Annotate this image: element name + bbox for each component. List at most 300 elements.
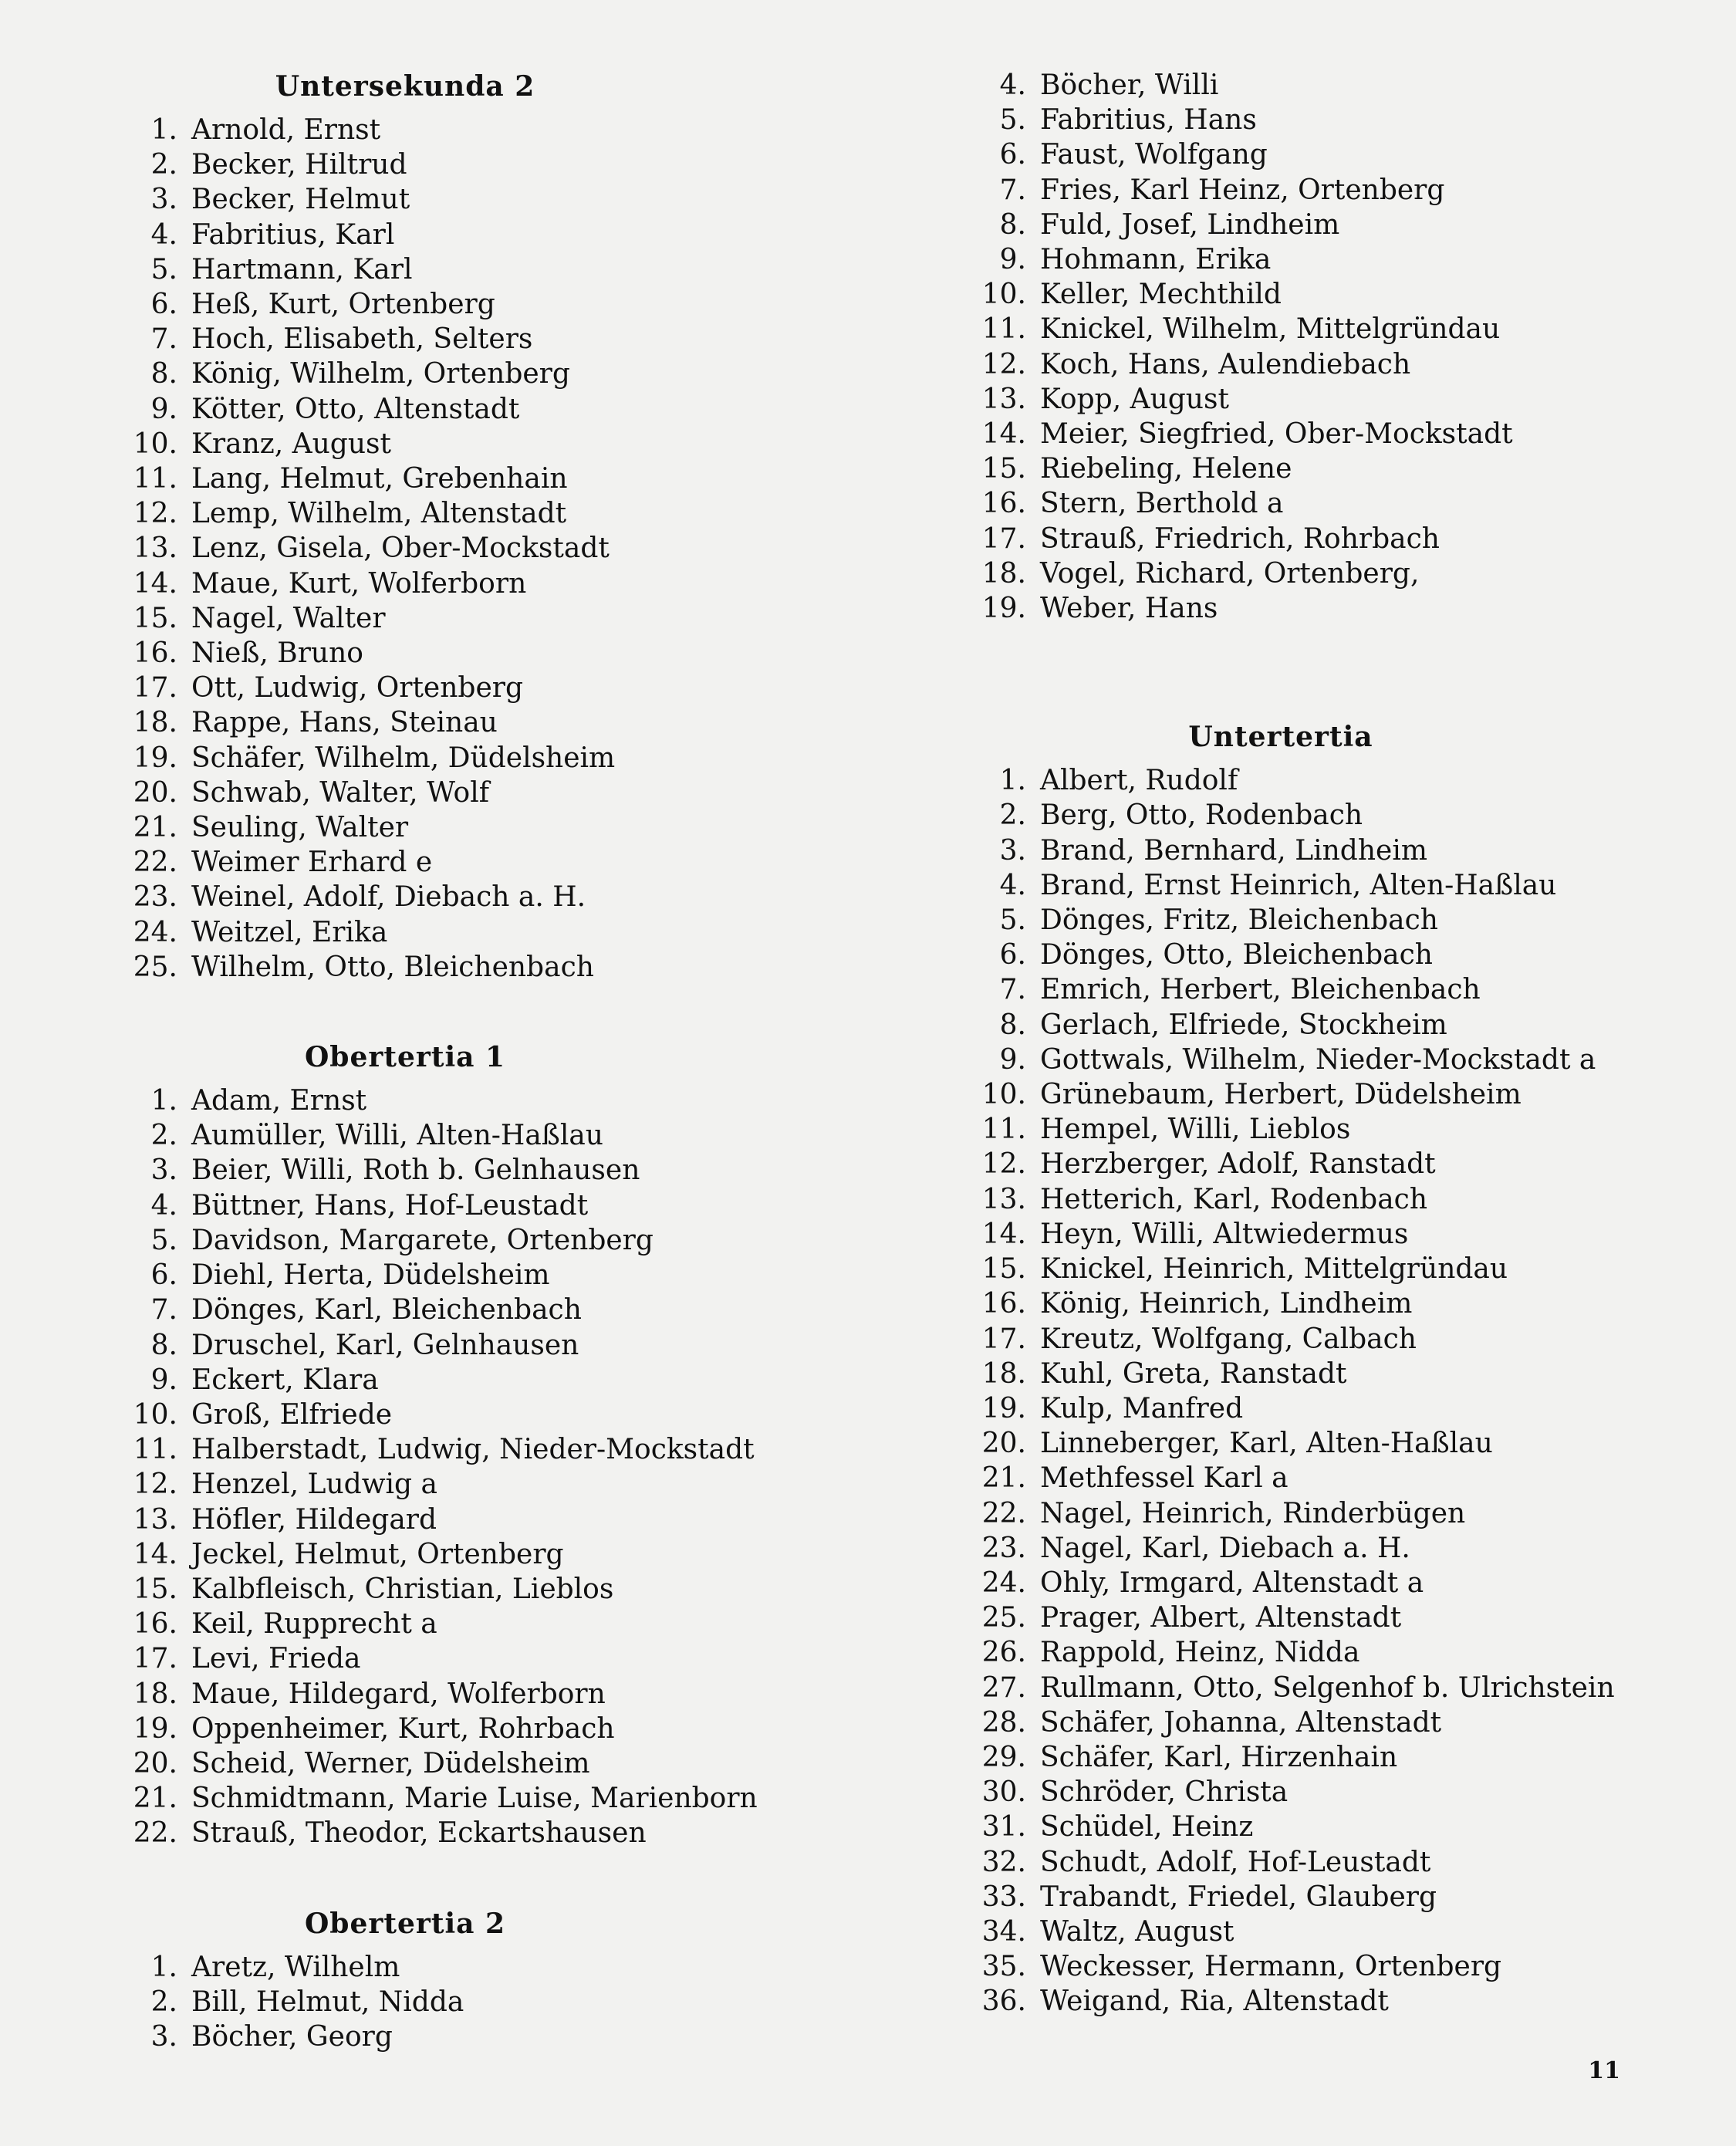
entry-name: Knickel, Wilhelm, Mittelgründau — [1040, 313, 1501, 346]
entry-number: 3. — [150, 1154, 177, 1187]
entry-number: 10. — [133, 428, 177, 460]
entry-number: 18. — [981, 557, 1026, 590]
entry-number: 13. — [133, 1503, 177, 1536]
list-item — [964, 486, 1659, 521]
list-item — [116, 1502, 887, 1537]
entry-number: 7. — [150, 323, 177, 356]
entry-name: Rappold, Heinz, Nidda — [1040, 1637, 1360, 1669]
entry-number: 5. — [999, 104, 1026, 137]
entry-number: 23. — [133, 881, 177, 914]
entry-name: Rullmann, Otto, Selgenhof b. Ulrichstein — [1040, 1671, 1615, 1704]
entry-number: 5. — [999, 904, 1026, 937]
list-item — [964, 1705, 1659, 1740]
entry-number: 12. — [981, 1148, 1026, 1181]
entry-number: 24. — [133, 916, 177, 948]
list-item — [964, 1810, 1659, 1844]
entry-number: 4. — [150, 1189, 177, 1222]
list-item — [116, 566, 887, 601]
list-item — [116, 1363, 887, 1397]
entry-number: 12. — [133, 498, 177, 530]
entry-number: 6. — [999, 939, 1026, 972]
entry-name: Waltz, August — [1040, 1915, 1234, 1948]
entry-name: Kalbfleisch, Christian, Lieblos — [191, 1573, 614, 1605]
entry-name: Weitzel, Erika — [191, 916, 388, 948]
entry-name: Linneberger, Karl, Alten-Haßlau — [1040, 1428, 1493, 1460]
entry-name: Henzel, Ludwig a — [191, 1468, 437, 1501]
entry-name: Fabritius, Karl — [191, 218, 395, 251]
entry-name: Schäfer, Wilhelm, Düdelsheim — [191, 742, 616, 774]
list-item — [116, 1781, 887, 1816]
entry-number: 2. — [150, 1120, 177, 1152]
entry-name: Kulp, Manfred — [1040, 1392, 1244, 1424]
section-title: Obertertia 1 — [304, 1041, 506, 1074]
entry-name: Ohly, Irmgard, Altenstadt a — [1040, 1566, 1424, 1599]
entry-number: 3. — [150, 184, 177, 216]
entry-name: Dönges, Fritz, Bleichenbach — [1040, 904, 1438, 937]
entry-name: Prager, Albert, Altenstadt — [1040, 1602, 1402, 1634]
entry-number: 9. — [150, 393, 177, 425]
entry-name: Knickel, Heinrich, Mittelgründau — [1040, 1253, 1508, 1286]
entry-number: 1. — [150, 1951, 177, 1983]
list-item — [116, 1985, 887, 2019]
list-item — [964, 1880, 1659, 1915]
entry-number: 3. — [150, 2020, 177, 2053]
entry-name: Trabandt, Friedel, Glauberg — [1040, 1881, 1437, 1913]
entry-name: Koch, Hans, Aulendiebach — [1040, 348, 1411, 380]
list-item — [116, 322, 887, 357]
entry-name: Keller, Mechthild — [1040, 279, 1282, 311]
entry-number: 13. — [133, 532, 177, 565]
entry-name: Davidson, Margarete, Ortenberg — [191, 1224, 654, 1256]
list-item — [116, 1328, 887, 1363]
entry-name: Weigand, Ria, Altenstadt — [1040, 1985, 1389, 2018]
entry-name: Methfessel Karl a — [1040, 1462, 1288, 1495]
entry-name: Böcher, Willi — [1040, 69, 1219, 101]
entry-name: Dönges, Otto, Bleichenbach — [1040, 939, 1433, 972]
entry-name: Schmidtmann, Marie Luise, Marienborn — [191, 1783, 758, 1815]
entry-name: Ott, Ludwig, Ortenberg — [191, 672, 524, 705]
entry-name: Hohmann, Erika — [1040, 244, 1272, 276]
entry-number: 22. — [133, 1817, 177, 1850]
entry-name: Hoch, Elisabeth, Selters — [191, 323, 533, 356]
list-item — [116, 601, 887, 636]
list-item — [116, 1572, 887, 1607]
entry-name: Groß, Elfriede — [191, 1398, 393, 1431]
list-item — [964, 1566, 1659, 1600]
list-item — [116, 1712, 887, 1746]
entry-number: 15. — [981, 1253, 1026, 1286]
list-item — [964, 451, 1659, 486]
entry-number: 7. — [999, 174, 1026, 206]
entry-name: Fabritius, Hans — [1040, 104, 1257, 137]
entry-number: 25. — [133, 951, 177, 983]
entry-number: 8. — [999, 208, 1026, 241]
list-item — [116, 252, 887, 287]
list-item — [964, 1845, 1659, 1880]
entry-number: 21. — [133, 812, 177, 844]
entry-number: 14. — [981, 418, 1026, 451]
list-item — [116, 461, 887, 496]
list-item — [116, 880, 887, 914]
list-item — [116, 1677, 887, 1712]
entry-name: Rappe, Hans, Steinau — [191, 707, 498, 739]
entry-name: Grünebaum, Herbert, Düdelsheim — [1040, 1079, 1522, 1111]
entry-number: 13. — [981, 1183, 1026, 1215]
entry-number: 29. — [981, 1741, 1026, 1773]
list-item — [116, 1258, 887, 1293]
entry-number: 8. — [150, 1329, 177, 1361]
entry-number: 6. — [150, 289, 177, 321]
entry-name: Schröder, Christa — [1040, 1776, 1288, 1809]
list-item — [964, 1322, 1659, 1357]
list-item — [964, 242, 1659, 277]
list-item — [964, 1775, 1659, 1810]
entry-name: Weimer Erhard e — [191, 847, 433, 879]
entry-number: 27. — [981, 1671, 1026, 1704]
entry-number: 5. — [150, 253, 177, 286]
section-title: Untersekunda 2 — [275, 70, 535, 103]
list-item — [964, 208, 1659, 242]
list-item — [964, 1600, 1659, 1635]
entry-number: 4. — [150, 218, 177, 251]
entry-name: Stern, Berthold a — [1040, 488, 1284, 520]
entry-number: 18. — [133, 1678, 177, 1710]
list-item — [116, 741, 887, 776]
entry-number: 11. — [133, 1434, 177, 1466]
entry-name: Scheid, Werner, Düdelsheim — [191, 1747, 590, 1779]
list-item — [964, 1915, 1659, 1949]
entry-name: Büttner, Hans, Hof-Leustadt — [191, 1189, 589, 1222]
entry-number: 19. — [981, 593, 1026, 625]
right-column — [964, 68, 1659, 2073]
entry-number: 9. — [999, 244, 1026, 276]
list-item — [116, 1607, 887, 1641]
list-item — [964, 312, 1659, 346]
entry-number: 33. — [981, 1881, 1026, 1913]
list-item — [116, 950, 887, 985]
entry-number: 12. — [133, 1468, 177, 1501]
entry-name: Faust, Wolfgang — [1040, 139, 1268, 171]
entry-number: 9. — [999, 1043, 1026, 1076]
entry-name: Schudt, Adolf, Hof-Leustadt — [1040, 1846, 1431, 1878]
entry-name: Hetterich, Karl, Rodenbach — [1040, 1183, 1428, 1215]
entry-name: Herzberger, Adolf, Ranstadt — [1040, 1148, 1436, 1181]
list-item — [964, 868, 1659, 903]
list-item — [964, 591, 1659, 626]
entry-number: 13. — [981, 383, 1026, 415]
entry-name: Wilhelm, Otto, Bleichenbach — [191, 951, 594, 983]
entry-name: Becker, Hiltrud — [191, 149, 407, 181]
class-section — [116, 1905, 887, 2055]
entry-name: König, Heinrich, Lindheim — [1040, 1288, 1413, 1320]
entry-name: Gerlach, Elfriede, Stockheim — [1040, 1009, 1447, 1041]
entry-number: 6. — [150, 1259, 177, 1292]
entry-number: 17. — [133, 672, 177, 705]
list-item — [116, 636, 887, 671]
entry-number: 4. — [999, 869, 1026, 901]
entry-name: Albert, Rudolf — [1040, 765, 1238, 797]
section-title: Untertertia — [1188, 721, 1373, 754]
entry-name: Fuld, Josef, Lindheim — [1040, 208, 1340, 241]
entry-name: Kuhl, Greta, Ranstadt — [1040, 1357, 1347, 1390]
list-item — [116, 287, 887, 322]
entry-number: 21. — [981, 1462, 1026, 1495]
list-item — [116, 218, 887, 252]
entry-number: 2. — [150, 149, 177, 181]
entry-name: Aretz, Wilhelm — [191, 1951, 400, 1983]
left-column — [116, 68, 887, 2108]
list-item — [964, 1077, 1659, 1112]
entry-number: 7. — [999, 974, 1026, 1006]
entry-name: Schäfer, Johanna, Altenstadt — [1040, 1706, 1442, 1739]
class-section — [964, 718, 1659, 2019]
list-item — [116, 1467, 887, 1502]
entry-name: Lang, Helmut, Grebenhain — [191, 463, 568, 495]
entry-number: 2. — [150, 1985, 177, 2018]
entry-number: 34. — [981, 1915, 1026, 1948]
entry-name: Eckert, Klara — [191, 1364, 379, 1396]
list-item — [964, 1461, 1659, 1495]
list-item — [964, 1531, 1659, 1566]
entry-number: 19. — [981, 1392, 1026, 1424]
list-item — [964, 173, 1659, 208]
entry-number: 28. — [981, 1706, 1026, 1739]
list-item — [964, 833, 1659, 868]
entry-number: 16. — [133, 1608, 177, 1641]
entry-number: 3. — [999, 834, 1026, 867]
entry-number: 4. — [999, 69, 1026, 101]
entry-name: Nagel, Walter — [191, 602, 386, 634]
entry-name: Kopp, August — [1040, 383, 1229, 415]
entry-number: 20. — [133, 1747, 177, 1779]
entry-name: Dönges, Karl, Bleichenbach — [191, 1294, 582, 1326]
list-item — [116, 705, 887, 740]
list-item — [116, 1223, 887, 1258]
list-item — [116, 113, 887, 147]
list-item — [964, 763, 1659, 798]
list-item — [964, 137, 1659, 172]
entry-number: 22. — [133, 847, 177, 879]
entry-number: 1. — [150, 114, 177, 146]
entry-number: 20. — [981, 1428, 1026, 1460]
list-item — [964, 1949, 1659, 1984]
entry-name: Jeckel, Helmut, Ortenberg — [191, 1538, 564, 1570]
entry-name: Bill, Helmut, Nidda — [191, 1985, 464, 2018]
list-item — [964, 1357, 1659, 1391]
list-item — [964, 903, 1659, 938]
entry-name: Aumüller, Willi, Alten-Haßlau — [191, 1120, 603, 1152]
list-item — [116, 496, 887, 531]
entry-name: Keil, Rupprecht a — [191, 1608, 437, 1641]
list-item — [116, 531, 887, 566]
entry-number: 15. — [981, 453, 1026, 485]
list-item — [116, 776, 887, 810]
list-item — [964, 1182, 1659, 1217]
entry-name: Heß, Kurt, Ortenberg — [191, 289, 495, 321]
entry-number: 11. — [981, 1114, 1026, 1146]
entry-name: Emrich, Herbert, Bleichenbach — [1040, 974, 1481, 1006]
list-item — [116, 392, 887, 427]
entry-number: 32. — [981, 1846, 1026, 1878]
entry-name: Adam, Ernst — [191, 1085, 367, 1117]
entry-number: 25. — [981, 1602, 1026, 1634]
entry-number: 14. — [133, 1538, 177, 1570]
list-item — [964, 1984, 1659, 2019]
list-item — [964, 1112, 1659, 1147]
list-item — [116, 1746, 887, 1781]
entry-name: Levi, Frieda — [191, 1643, 361, 1675]
list-item — [116, 1950, 887, 1985]
entry-name: Lenz, Gisela, Ober-Mockstadt — [191, 532, 610, 565]
entry-name: Schäfer, Karl, Hirzenhain — [1040, 1741, 1398, 1773]
class-section — [116, 68, 887, 985]
list-item — [964, 1286, 1659, 1321]
list-item — [964, 277, 1659, 312]
entry-name: Hartmann, Karl — [191, 253, 413, 286]
entry-number: 16. — [981, 488, 1026, 520]
list-item — [964, 1217, 1659, 1252]
entry-name: Berg, Otto, Rodenbach — [1040, 799, 1363, 832]
list-item — [116, 810, 887, 845]
entry-number: 30. — [981, 1776, 1026, 1809]
list-item — [964, 382, 1659, 417]
entry-number: 19. — [133, 1712, 177, 1745]
list-item — [116, 147, 887, 182]
entry-number: 16. — [981, 1288, 1026, 1320]
list-item — [116, 915, 887, 950]
list-item — [964, 347, 1659, 382]
list-item — [964, 1252, 1659, 1286]
entry-name: Becker, Helmut — [191, 184, 410, 216]
entry-name: Kranz, August — [191, 428, 391, 460]
entry-number: 15. — [133, 602, 177, 634]
list-item — [116, 1432, 887, 1467]
list-item — [116, 1293, 887, 1327]
entry-number: 24. — [981, 1566, 1026, 1599]
list-item — [964, 103, 1659, 137]
entry-number: 26. — [981, 1637, 1026, 1669]
entry-number: 2. — [999, 799, 1026, 832]
list-item — [116, 1397, 887, 1432]
entry-name: Weckesser, Hermann, Ortenberg — [1040, 1951, 1502, 1983]
entry-name: Lemp, Wilhelm, Altenstadt — [191, 498, 567, 530]
entry-name: Heyn, Willi, Altwiedermus — [1040, 1218, 1409, 1250]
entry-name: Fries, Karl Heinz, Ortenberg — [1040, 174, 1445, 206]
entry-number: 16. — [133, 637, 177, 670]
entry-number: 14. — [981, 1218, 1026, 1250]
list-item — [964, 972, 1659, 1007]
entry-name: Maue, Hildegard, Wolferborn — [191, 1678, 606, 1710]
list-item — [964, 68, 1659, 103]
list-item — [964, 556, 1659, 591]
list-item — [116, 845, 887, 880]
section-title: Obertertia 2 — [304, 1907, 506, 1940]
entry-name: Kötter, Otto, Altenstadt — [191, 393, 520, 425]
list-item — [964, 1391, 1659, 1426]
entry-name: Kreutz, Wolfgang, Calbach — [1040, 1323, 1417, 1355]
entry-name: Maue, Kurt, Wolferborn — [191, 567, 527, 600]
entry-number: 22. — [981, 1497, 1026, 1529]
entry-name: König, Wilhelm, Ortenberg — [191, 358, 570, 390]
list-item — [964, 1671, 1659, 1705]
class-section — [964, 68, 1659, 626]
list-item — [116, 357, 887, 391]
entry-name: Vogel, Richard, Ortenberg, — [1040, 557, 1420, 590]
entry-name: Höfler, Hildegard — [191, 1503, 437, 1536]
entry-name: Beier, Willi, Roth b. Gelnhausen — [191, 1154, 640, 1187]
entry-name: Diehl, Herta, Düdelsheim — [191, 1259, 550, 1292]
entry-number: 17. — [133, 1643, 177, 1675]
entry-number: 10. — [981, 1079, 1026, 1111]
entry-number: 20. — [133, 776, 177, 809]
entry-name: Halberstadt, Ludwig, Nieder-Mockstadt — [191, 1434, 755, 1466]
list-item — [964, 1496, 1659, 1531]
entry-number: 17. — [981, 522, 1026, 555]
entry-name: Druschel, Karl, Gelnhausen — [191, 1329, 579, 1361]
entry-name: Nagel, Karl, Diebach a. H. — [1040, 1532, 1410, 1564]
list-item — [116, 671, 887, 705]
list-item — [116, 1153, 887, 1188]
list-item — [964, 1008, 1659, 1043]
entry-number: 11. — [133, 463, 177, 495]
entry-name: Schüdel, Heinz — [1040, 1811, 1254, 1844]
entry-number: 8. — [999, 1009, 1026, 1041]
list-item — [116, 1537, 887, 1572]
entry-number: 36. — [981, 1985, 1026, 2018]
entry-name: Böcher, Georg — [191, 2020, 393, 2053]
entry-number: 35. — [981, 1951, 1026, 1983]
list-item — [964, 417, 1659, 451]
entry-name: Brand, Ernst Heinrich, Alten-Haßlau — [1040, 869, 1557, 901]
list-item — [964, 938, 1659, 972]
list-item — [964, 798, 1659, 833]
entry-name: Strauß, Friedrich, Rohrbach — [1040, 522, 1440, 555]
page-number: 11 — [1588, 2057, 1620, 2084]
entry-number: 9. — [150, 1364, 177, 1396]
list-item — [964, 1147, 1659, 1181]
entry-name: Brand, Bernhard, Lindheim — [1040, 834, 1427, 867]
list-item — [964, 1426, 1659, 1461]
entry-name: Arnold, Ernst — [191, 114, 381, 146]
entry-number: 18. — [981, 1357, 1026, 1390]
entry-number: 6. — [999, 139, 1026, 171]
entry-name: Gottwals, Wilhelm, Nieder-Mockstadt a — [1040, 1043, 1596, 1076]
entry-name: Schwab, Walter, Wolf — [191, 776, 490, 809]
entry-number: 18. — [133, 707, 177, 739]
list-item — [116, 1083, 887, 1118]
entry-number: 1. — [150, 1085, 177, 1117]
entry-name: Strauß, Theodor, Eckartshausen — [191, 1817, 647, 1850]
list-item — [116, 1816, 887, 1850]
list-item — [964, 1635, 1659, 1670]
entry-number: 11. — [981, 313, 1026, 346]
list-item — [964, 522, 1659, 556]
class-section — [116, 1039, 887, 1850]
entry-number: 7. — [150, 1294, 177, 1326]
entry-name: Oppenheimer, Kurt, Rohrbach — [191, 1712, 615, 1745]
list-item — [116, 182, 887, 217]
entry-name: Weinel, Adolf, Diebach a. H. — [191, 881, 586, 914]
entry-number: 10. — [981, 279, 1026, 311]
entry-number: 5. — [150, 1224, 177, 1256]
list-item — [116, 427, 887, 461]
list-item — [116, 1188, 887, 1223]
entry-number: 15. — [133, 1573, 177, 1605]
entry-number: 21. — [133, 1783, 177, 1815]
list-item — [116, 2019, 887, 2054]
entry-number: 8. — [150, 358, 177, 390]
entry-number: 31. — [981, 1811, 1026, 1844]
